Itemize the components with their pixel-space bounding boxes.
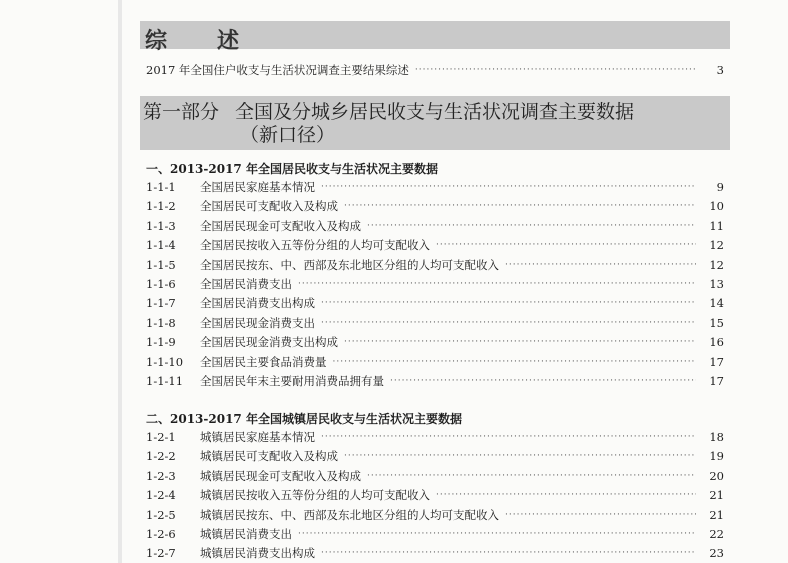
entry-page: 11: [709, 218, 724, 233]
entry-page: 23: [709, 546, 724, 561]
toc-entry[interactable]: [146, 447, 724, 465]
entry-code: 1-2-4: [146, 488, 176, 503]
entry-page: 21: [709, 488, 724, 503]
entry-title: 全国居民现金可支配收入及构成: [200, 218, 361, 233]
overview-title: 综 述: [145, 28, 254, 54]
toc-entry[interactable]: [146, 544, 724, 562]
entry-title: 城镇居民现金可支配收入及构成: [200, 468, 361, 483]
entry-title: 城镇居民按东、中、西部及东北地区分组的人均可支配收入: [200, 507, 499, 522]
overview-entry[interactable]: [146, 61, 724, 79]
part-subtitle: （新口径）: [240, 124, 336, 146]
entry-title: 全国居民可支配收入及构成: [200, 199, 338, 214]
section-heading: 二、2013-2017 年全国城镇居民收支与生活状况主要数据: [146, 412, 462, 426]
entry-title: 城镇居民消费支出: [200, 527, 292, 541]
entry-page: 17: [709, 354, 724, 369]
entry-title: 城镇居民家庭基本情况: [200, 430, 315, 444]
leader-dots: [333, 357, 697, 367]
leader-dots: [298, 529, 696, 539]
leader-dots: [505, 510, 696, 520]
entry-title: 全国居民年末主要耐用消费品拥有量: [200, 374, 384, 388]
entry-title: 全国居民主要食品消费量: [200, 354, 327, 369]
toc-entry[interactable]: [146, 333, 724, 351]
entry-page: 22: [709, 527, 724, 541]
leader-dots: [344, 451, 696, 461]
entry-page: 9: [716, 180, 724, 194]
part-one-title: [143, 101, 634, 147]
part-label: 第一部分: [143, 101, 220, 123]
entry-title: 全国居民按收入五等份分组的人均可支配收入: [200, 238, 430, 253]
leader-dots: [321, 318, 696, 328]
entry-title: 城镇居民可支配收入及构成: [200, 449, 338, 464]
toc-entry[interactable]: [146, 428, 724, 446]
toc-entry[interactable]: [146, 353, 724, 371]
entry-code: 1-2-6: [146, 527, 176, 541]
entry-page: 18: [709, 430, 724, 444]
entry-code: 1-1-6: [146, 277, 176, 291]
entry-code: 1-1-4: [146, 238, 176, 253]
toc-entry[interactable]: [146, 314, 724, 332]
toc-entry[interactable]: [146, 256, 724, 274]
entry-page: 12: [709, 257, 724, 272]
page-edge-shadow: [118, 0, 122, 563]
entry-title: 全国居民消费支出: [200, 277, 292, 291]
entry-page: 3: [716, 63, 724, 77]
toc-entry[interactable]: [146, 178, 724, 196]
toc-entry[interactable]: [146, 467, 724, 485]
toc-entry[interactable]: [146, 236, 724, 254]
entry-page: 20: [709, 468, 724, 483]
leader-dots: [321, 182, 696, 192]
leader-dots: [367, 471, 696, 481]
toc-entry[interactable]: [146, 486, 724, 504]
entry-title: 城镇居民消费支出构成: [200, 546, 315, 561]
entry-page: 19: [709, 449, 724, 464]
toc-entry[interactable]: [146, 275, 724, 293]
entry-code: 1-1-1: [146, 180, 176, 194]
toc-entry[interactable]: [146, 197, 724, 215]
entry-code: 1-2-1: [146, 430, 176, 444]
toc-entry[interactable]: [146, 525, 724, 543]
leader-dots: [390, 376, 696, 386]
entry-code: 1-2-3: [146, 468, 176, 483]
entry-page: 21: [709, 507, 724, 522]
leader-dots: [436, 240, 696, 250]
entry-code: 1-1-3: [146, 218, 176, 233]
entry-code: 1-1-7: [146, 296, 176, 311]
entry-code: 1-1-9: [146, 335, 176, 350]
section-heading: 一、2013-2017 年全国居民收支与生活状况主要数据: [146, 162, 438, 176]
leader-dots: [321, 298, 696, 308]
entry-code: 1-1-11: [146, 374, 184, 388]
entry-title: 全国居民消费支出构成: [200, 296, 315, 311]
leader-dots: [415, 65, 696, 75]
entry-code: 1-1-8: [146, 315, 176, 330]
entry-code: 1-2-5: [146, 507, 176, 522]
leader-dots: [344, 201, 696, 211]
leader-dots: [321, 548, 696, 558]
entry-page: 14: [709, 296, 724, 311]
entry-title: 全国居民现金消费支出构成: [200, 335, 338, 350]
leader-dots: [367, 221, 696, 231]
entry-code: 1-2-2: [146, 449, 176, 464]
entry-title: 全国居民现金消费支出: [200, 315, 315, 330]
entry-title: 全国居民按东、中、西部及东北地区分组的人均可支配收入: [200, 257, 499, 272]
leader-dots: [505, 260, 696, 270]
entry-page: 12: [709, 238, 724, 253]
entry-title: 2017 年全国住户收支与生活状况调查主要结果综述: [146, 63, 409, 77]
entry-code: 1-1-5: [146, 257, 176, 272]
toc-entry[interactable]: [146, 372, 724, 390]
toc-entry[interactable]: [146, 217, 724, 235]
toc-entry[interactable]: [146, 294, 724, 312]
entry-code: 1-2-7: [146, 546, 176, 561]
entry-page: 17: [709, 374, 724, 388]
entry-code: 1-1-10: [146, 354, 184, 369]
entry-page: 16: [709, 335, 724, 350]
entry-title: 城镇居民按收入五等份分组的人均可支配收入: [200, 488, 430, 503]
entry-code: 1-1-2: [146, 199, 176, 214]
toc-entry[interactable]: [146, 506, 724, 524]
entry-title: 全国居民家庭基本情况: [200, 180, 315, 194]
leader-dots: [321, 432, 696, 442]
leader-dots: [344, 337, 696, 347]
leader-dots: [436, 490, 696, 500]
entry-page: 13: [709, 277, 724, 291]
leader-dots: [298, 279, 696, 289]
entry-page: 15: [709, 315, 724, 330]
part-heading: 全国及分城乡居民收支与生活状况调查主要数据: [235, 101, 635, 123]
entry-page: 10: [709, 199, 724, 214]
